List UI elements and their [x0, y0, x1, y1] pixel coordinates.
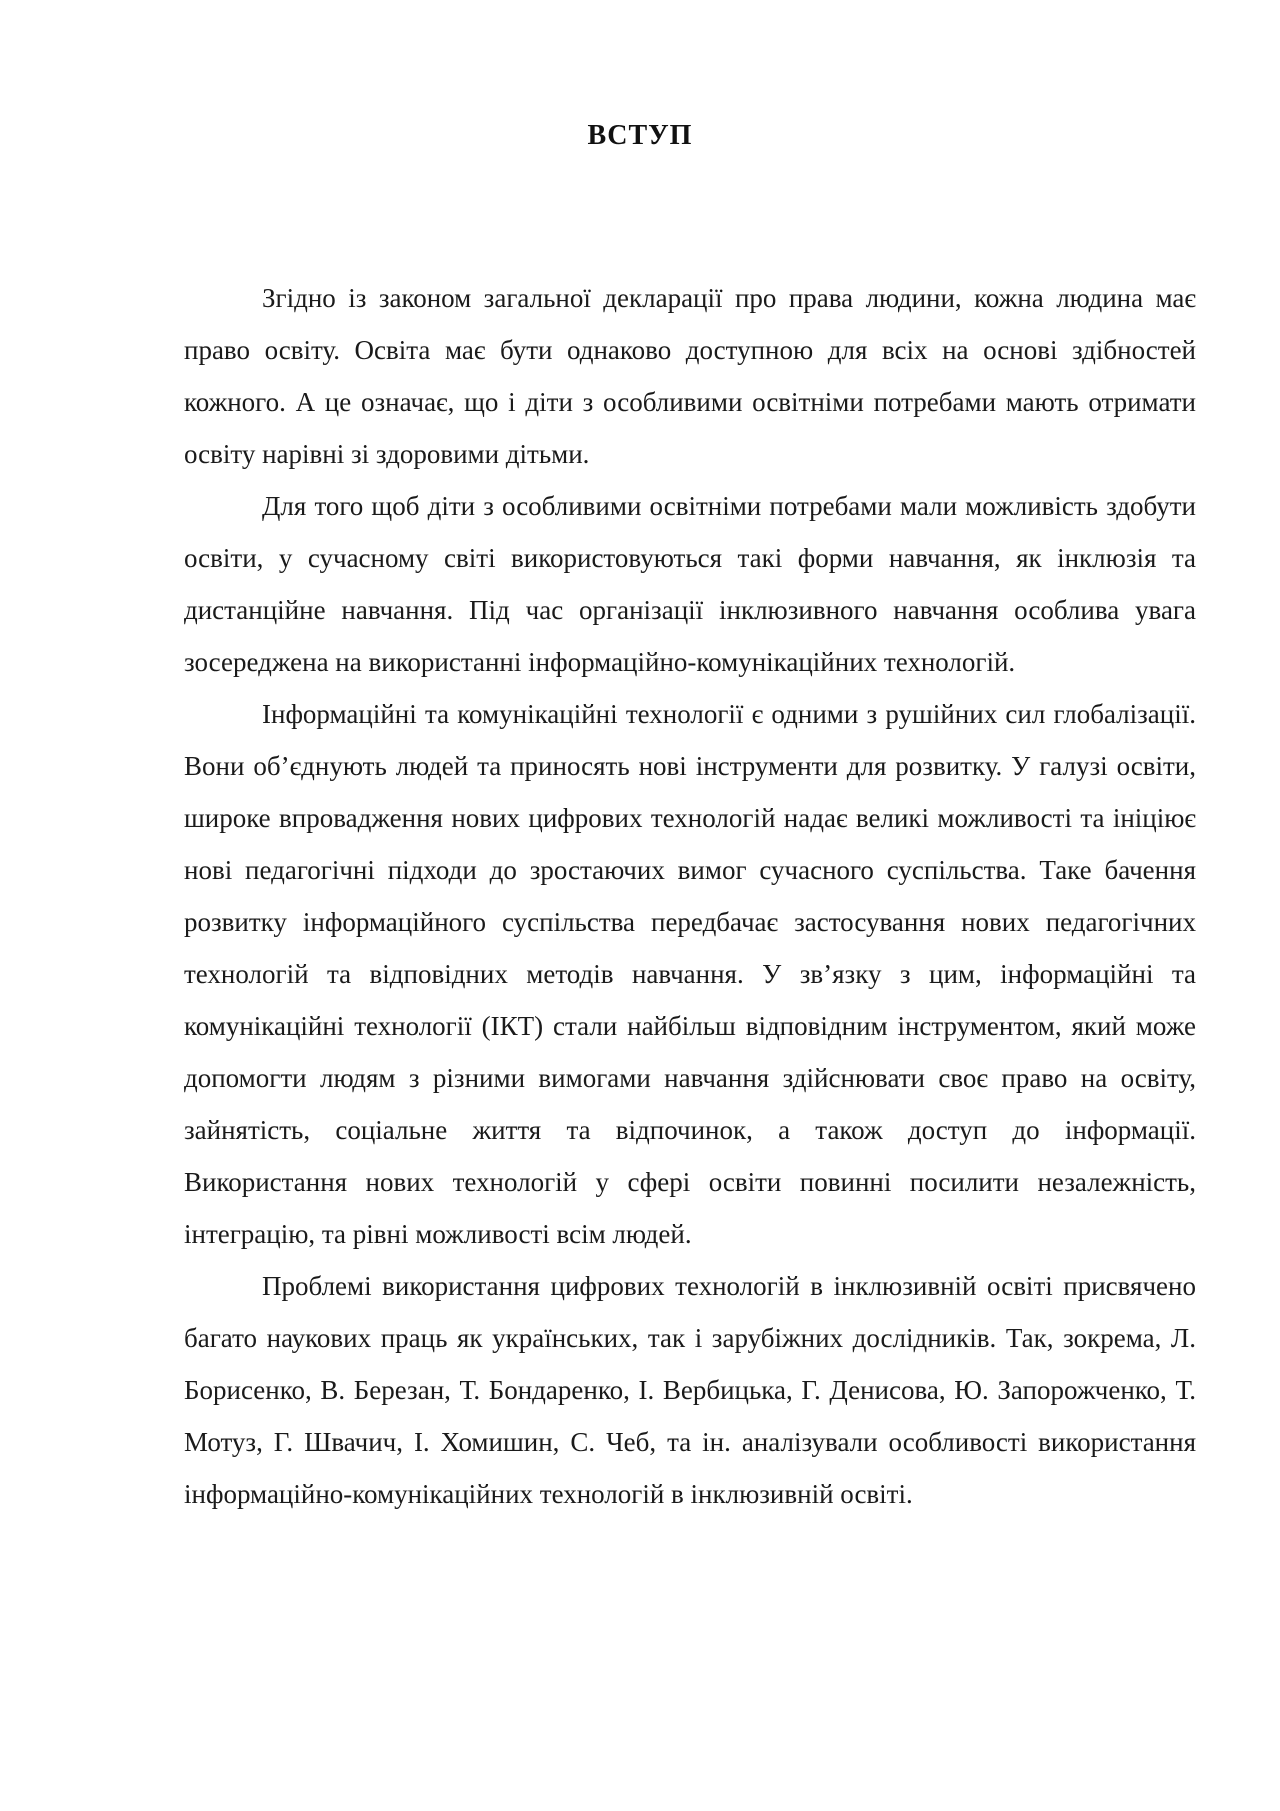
- paragraph: Згідно із законом загальної декларації про права людини, кожна людина має право освіту. Освіта має бути однаково доступною для всіх на основі здібностей кожного. А це означає, що і діти з особливими освітніми потребами мають отримати освіту нарівні зі здоровими дітьми.: [184, 283, 1196, 469]
- page-title: ВСТУП: [587, 120, 693, 151]
- paragraph: Для того щоб діти з особливими освітніми потребами мали можливість здобути освіти, у сучасному світі використовуються такі форми навчання, як інклюзія та дистанційне навчання. Під час організації інклюзивного навчання особлива увага зосереджена на використанні інформаційно-комунікаційних технологій.: [184, 491, 1196, 677]
- document-body: [184, 272, 1196, 1520]
- paragraph: Інформаційні та комунікаційні технології є одними з рушійних сил глобалізації. Вони об’єднують людей та приносять нові інструменти для розвитку. У галузі освіти, широке впровадження нових цифрових технологій надає великі можливості та ініціює нові педагогічні підходи до зростаючих вимог сучасного суспільства. Таке бачення розвитку інформаційного суспільства передбачає застосування нових педагогічних технологій та відповідних методів навчання. У зв’язку з цим, інформаційні та комунікаційні технології (ІКТ) стали найбільш відповідним інструментом, який може допомогти людям з різними вимогами навчання здійснювати своє право на освіту, зайнятість, соціальне життя та відпочинок, а також доступ до інформації. Використання нових технологій у сфері освіти повинні посилити незалежність, інтеграцію, та рівні можливості всім людей.: [184, 699, 1196, 1249]
- paragraph: Проблемі використання цифрових технологій в інклюзивній освіті присвячено багато наукових праць як українських, так і зарубіжних дослідників. Так, зокрема, Л. Борисенко, В. Березан, Т. Бондаренко, І. Вербицька, Г. Денисова, Ю. Запорожченко, Т. Мотуз, Г. Швачич, І. Хомишин, С. Чеб, та ін. аналізували особливості використання інформаційно-комунікаційних технологій в інклюзивній освіті.: [184, 1271, 1196, 1509]
